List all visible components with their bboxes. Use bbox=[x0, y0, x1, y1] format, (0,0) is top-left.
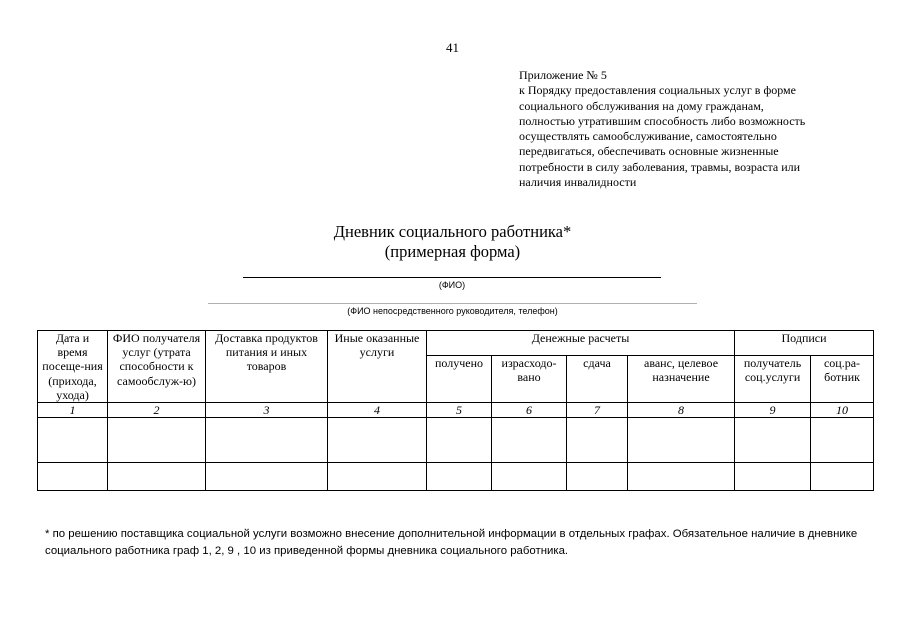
header-other-services: Иные оказанные услуги bbox=[328, 331, 427, 403]
column-number: 6 bbox=[492, 403, 567, 418]
column-number: 5 bbox=[427, 403, 492, 418]
table-cell[interactable] bbox=[328, 418, 427, 463]
document-title-subtitle: (примерная форма) bbox=[384, 242, 521, 261]
manager-signature-line bbox=[208, 303, 697, 304]
table-cell[interactable] bbox=[735, 463, 811, 491]
appendix-note bbox=[519, 68, 849, 190]
table-cell[interactable] bbox=[206, 463, 328, 491]
table-cell[interactable] bbox=[427, 463, 492, 491]
table-cell[interactable] bbox=[567, 418, 628, 463]
table-cell[interactable] bbox=[328, 463, 427, 491]
header-row bbox=[38, 331, 874, 356]
header-money-group: Денежные расчеты bbox=[427, 331, 735, 356]
header-received: получено bbox=[427, 355, 492, 402]
table-cell[interactable] bbox=[38, 463, 108, 491]
appendix-line: Приложение № 5 bbox=[519, 68, 607, 82]
table-cell[interactable] bbox=[567, 463, 628, 491]
document-title bbox=[0, 222, 905, 262]
table-cell[interactable] bbox=[628, 418, 735, 463]
appendix-line: к Порядку предоставления социальных услуг в форме bbox=[519, 83, 796, 98]
appendix-line: потребности в силу заболевания, травмы, возраста или bbox=[519, 159, 801, 174]
column-number: 2 bbox=[108, 403, 206, 418]
footnote: * по решению поставщика социальной услуги возможно внесение дополнительной информации в отдельных графах. Обязательное наличие в дневнике социального работника граф 1, 2, 9 , 10 из приведенной формы дневника социального работника. bbox=[45, 528, 858, 557]
page-number: 41 bbox=[446, 40, 459, 55]
appendix-line: передвигаться, обеспечивать основные жизненные bbox=[519, 144, 779, 159]
header-sign-recipient: получатель соц.услуги bbox=[735, 355, 811, 402]
table-cell[interactable] bbox=[811, 418, 874, 463]
column-number-row bbox=[38, 403, 874, 418]
column-number: 3 bbox=[206, 403, 328, 418]
table-cell[interactable] bbox=[492, 418, 567, 463]
table-cell[interactable] bbox=[492, 463, 567, 491]
appendix-line: социального обслуживания на дому гражданам, bbox=[519, 98, 764, 113]
column-number: 7 bbox=[567, 403, 628, 418]
header-recipient: ФИО получателя услуг (утрата способности к самообслуж-ю) bbox=[108, 331, 206, 403]
column-number: 10 bbox=[811, 403, 874, 418]
header-change: сдача bbox=[567, 355, 628, 402]
table-cell[interactable] bbox=[108, 418, 206, 463]
manager-caption: (ФИО непосредственного руководителя, телефон) bbox=[347, 306, 558, 316]
table-cell[interactable] bbox=[108, 463, 206, 491]
table-cell[interactable] bbox=[628, 463, 735, 491]
diary-table bbox=[37, 330, 874, 491]
table-cell[interactable] bbox=[427, 418, 492, 463]
header-advance: аванс, целевое назначение bbox=[628, 355, 735, 402]
table-row bbox=[38, 463, 874, 491]
fio-caption: (ФИО) bbox=[438, 280, 466, 290]
document-title-main: Дневник социального работника* bbox=[333, 222, 572, 241]
column-number: 9 bbox=[735, 403, 811, 418]
table-cell[interactable] bbox=[206, 418, 328, 463]
column-number: 8 bbox=[628, 403, 735, 418]
table-row bbox=[38, 418, 874, 463]
column-number: 4 bbox=[328, 403, 427, 418]
table-cell[interactable] bbox=[811, 463, 874, 491]
header-signatures-group: Подписи bbox=[735, 331, 874, 356]
appendix-line: осуществлять самообслуживание, самостоятельно bbox=[519, 129, 777, 144]
appendix-line: полностью утратившим способность либо возможность bbox=[519, 113, 806, 128]
column-number: 1 bbox=[38, 403, 108, 418]
appendix-line: наличия инвалидности bbox=[519, 175, 637, 190]
header-date: Дата и время посеще-ния (прихода, ухода) bbox=[38, 331, 108, 403]
header-delivery: Доставка продуктов питания и иных товаров bbox=[206, 331, 328, 403]
table-cell[interactable] bbox=[38, 418, 108, 463]
header-sign-worker: соц.ра-ботник bbox=[811, 355, 874, 402]
fio-signature-line bbox=[243, 277, 661, 278]
table-cell[interactable] bbox=[735, 418, 811, 463]
header-spent: израсходо-вано bbox=[492, 355, 567, 402]
